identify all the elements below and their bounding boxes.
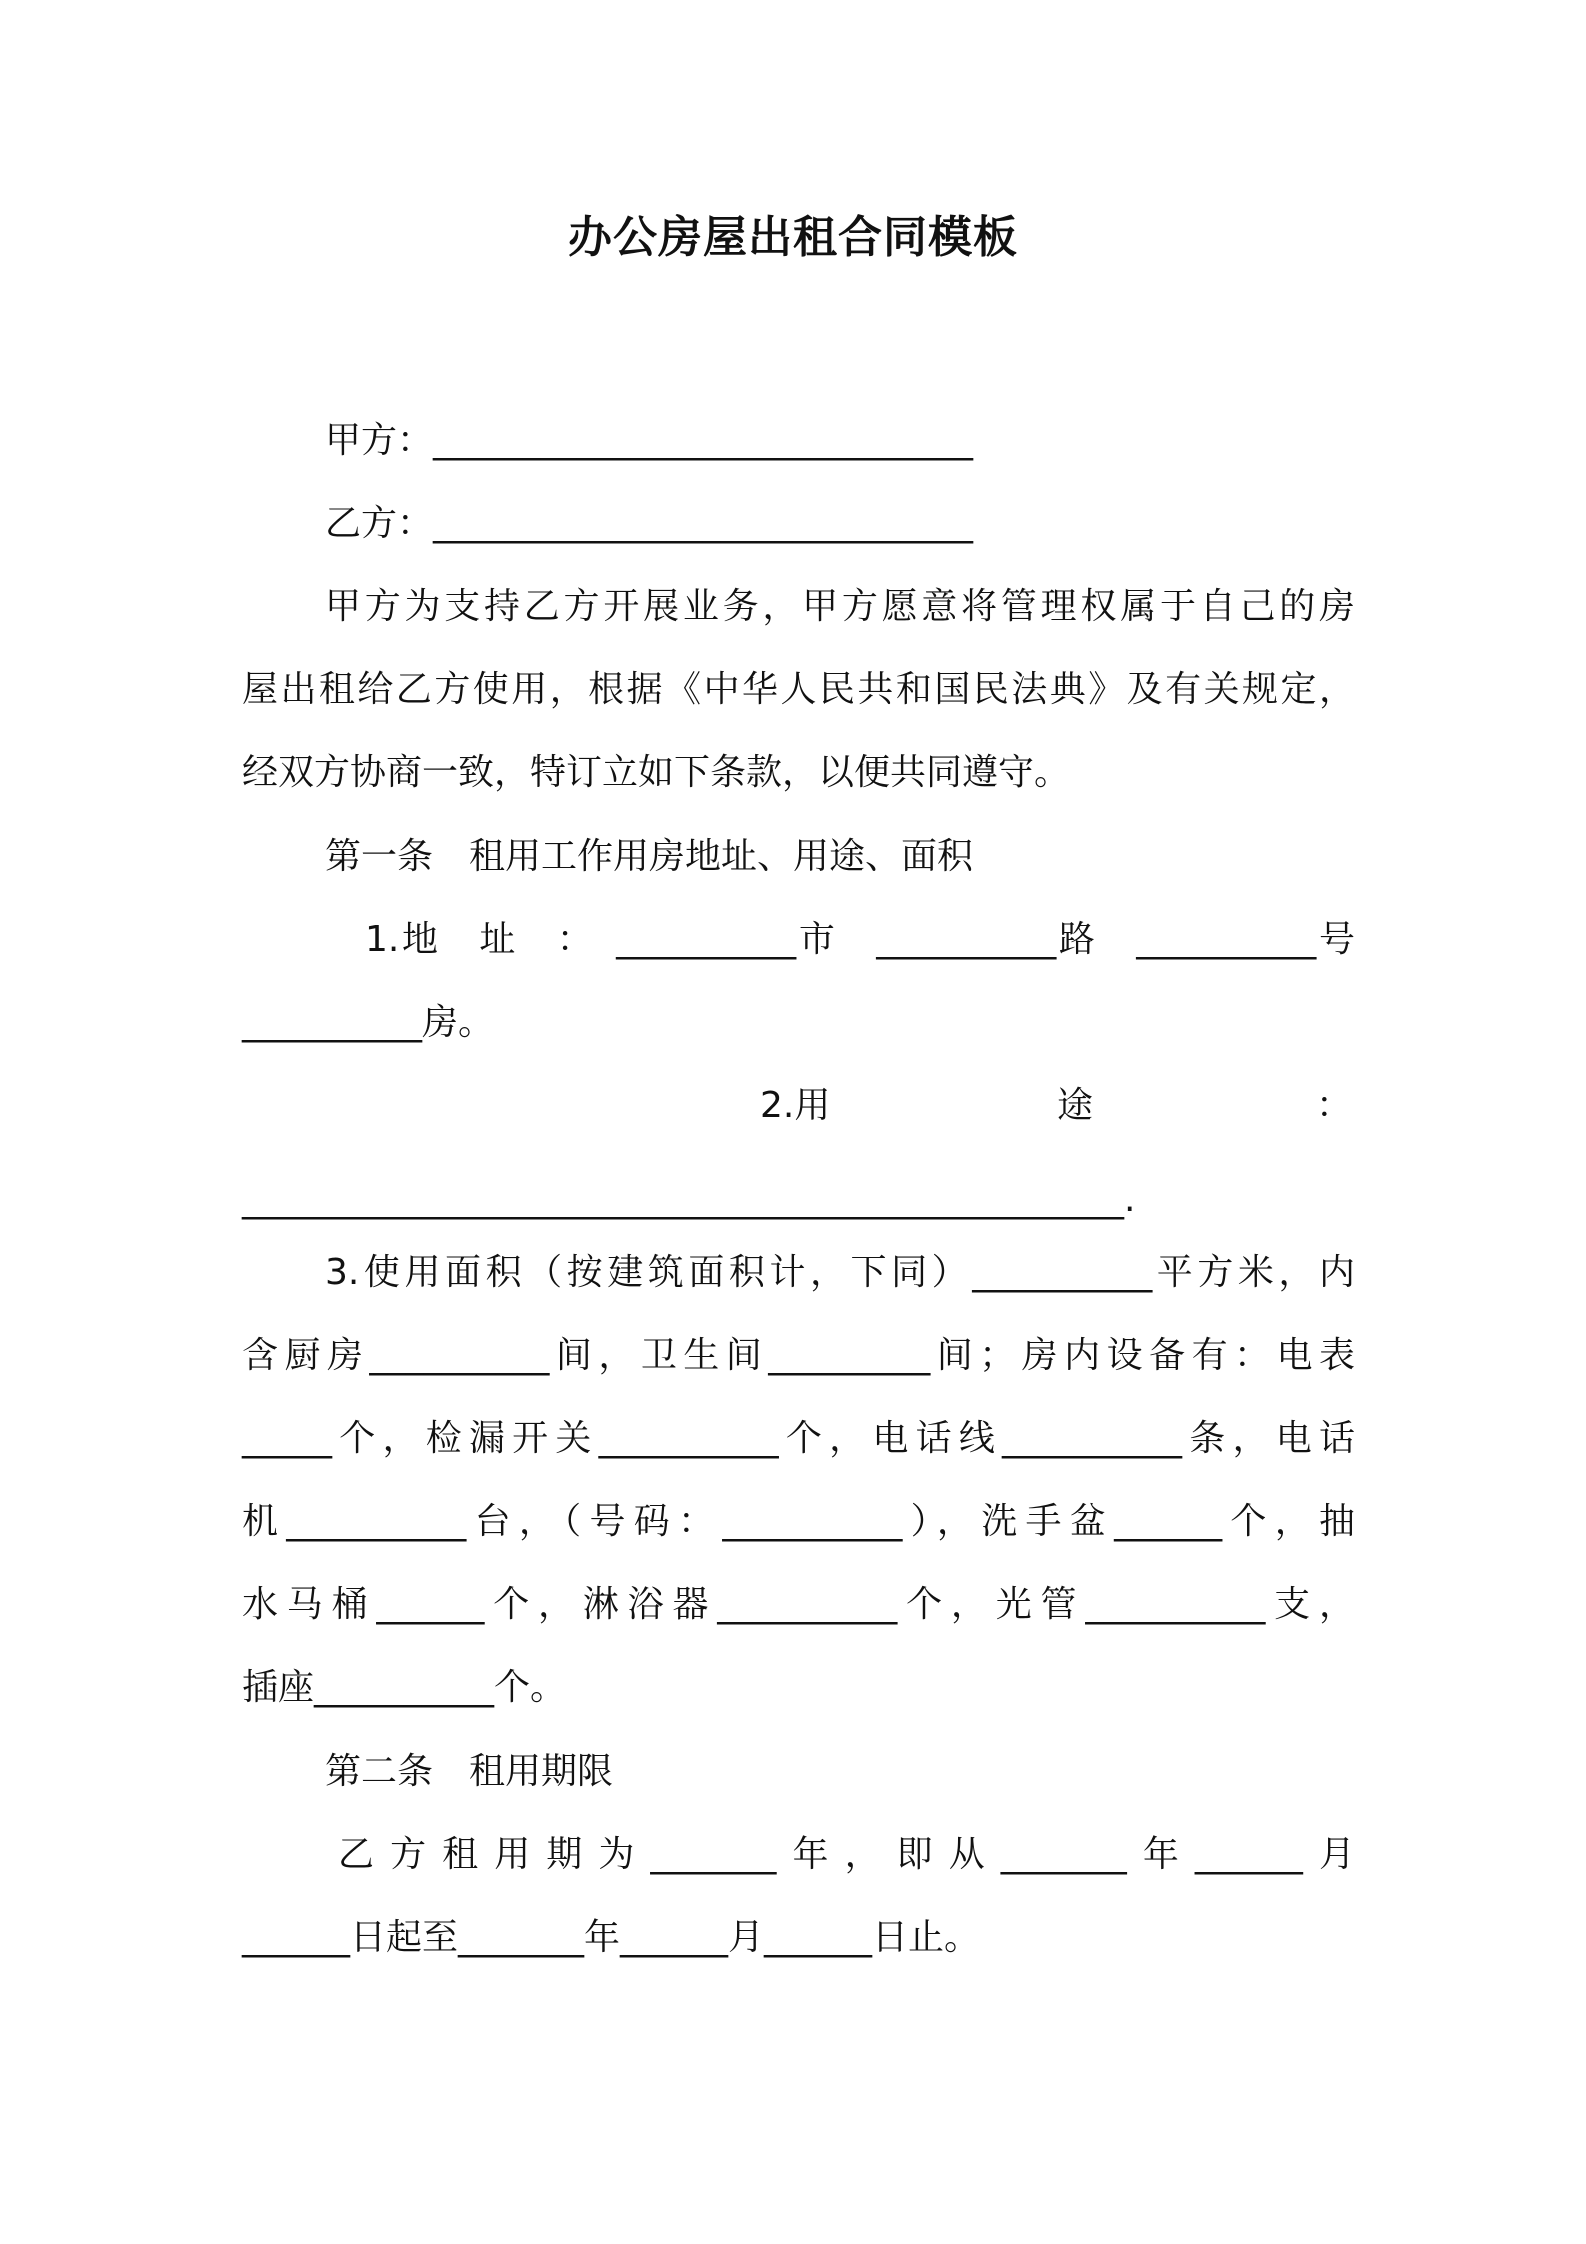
party-a-line: 甲方：______________________________	[325, 420, 974, 461]
term-line-2: ______日起至_______年______月______日止。	[242, 1917, 981, 1958]
usage-blank: _________________________________________________.	[242, 1179, 1136, 1220]
intro-line-3: 经双方协商一致，特订立如下条款，以便共同遵守。	[242, 752, 1071, 793]
area-line-5: 水马桶______个，淋浴器__________个，光管__________支，	[242, 1584, 1355, 1625]
party-b-line: 乙方：______________________________	[325, 503, 974, 544]
usage-colon: ：	[1316, 1085, 1353, 1126]
usage-label-2: 途	[1057, 1085, 1094, 1126]
intro-line-1: 甲方为支持乙方开展业务，甲方愿意将管理权属于自己的房	[325, 586, 1355, 627]
address-line-1: 1.地 址 ： __________市 __________路 __________号	[365, 919, 1355, 960]
intro-line-2: 屋出租给乙方使用，根据《中华人民共和国民法典》及有关规定，	[242, 669, 1355, 710]
area-line-2: 含厨房__________间，卫生间_________间；房内设备有：电表	[242, 1335, 1355, 1376]
article-1-heading: 第一条 租用工作用房地址、用途、面积	[325, 836, 974, 877]
area-line-4: 机__________台，（号码：__________），洗手盆______个，抽	[242, 1501, 1355, 1542]
term-line-1: 乙方租用期为_______年，即从_______年______月	[338, 1834, 1355, 1875]
area-line-6: 插座__________个。	[242, 1667, 567, 1708]
address-line-2: __________房。	[242, 1002, 495, 1043]
article-2-heading: 第二条 租用期限	[325, 1751, 614, 1792]
usage-label-1: 2.用	[760, 1085, 831, 1126]
area-line-1: 3.使用面积（按建筑面积计，下同）__________平方米，内	[325, 1252, 1355, 1293]
document-title: 办公房屋出租合同模板	[568, 212, 1018, 263]
area-line-3: _____个，检漏开关__________个，电话线__________条，电话	[242, 1418, 1355, 1459]
